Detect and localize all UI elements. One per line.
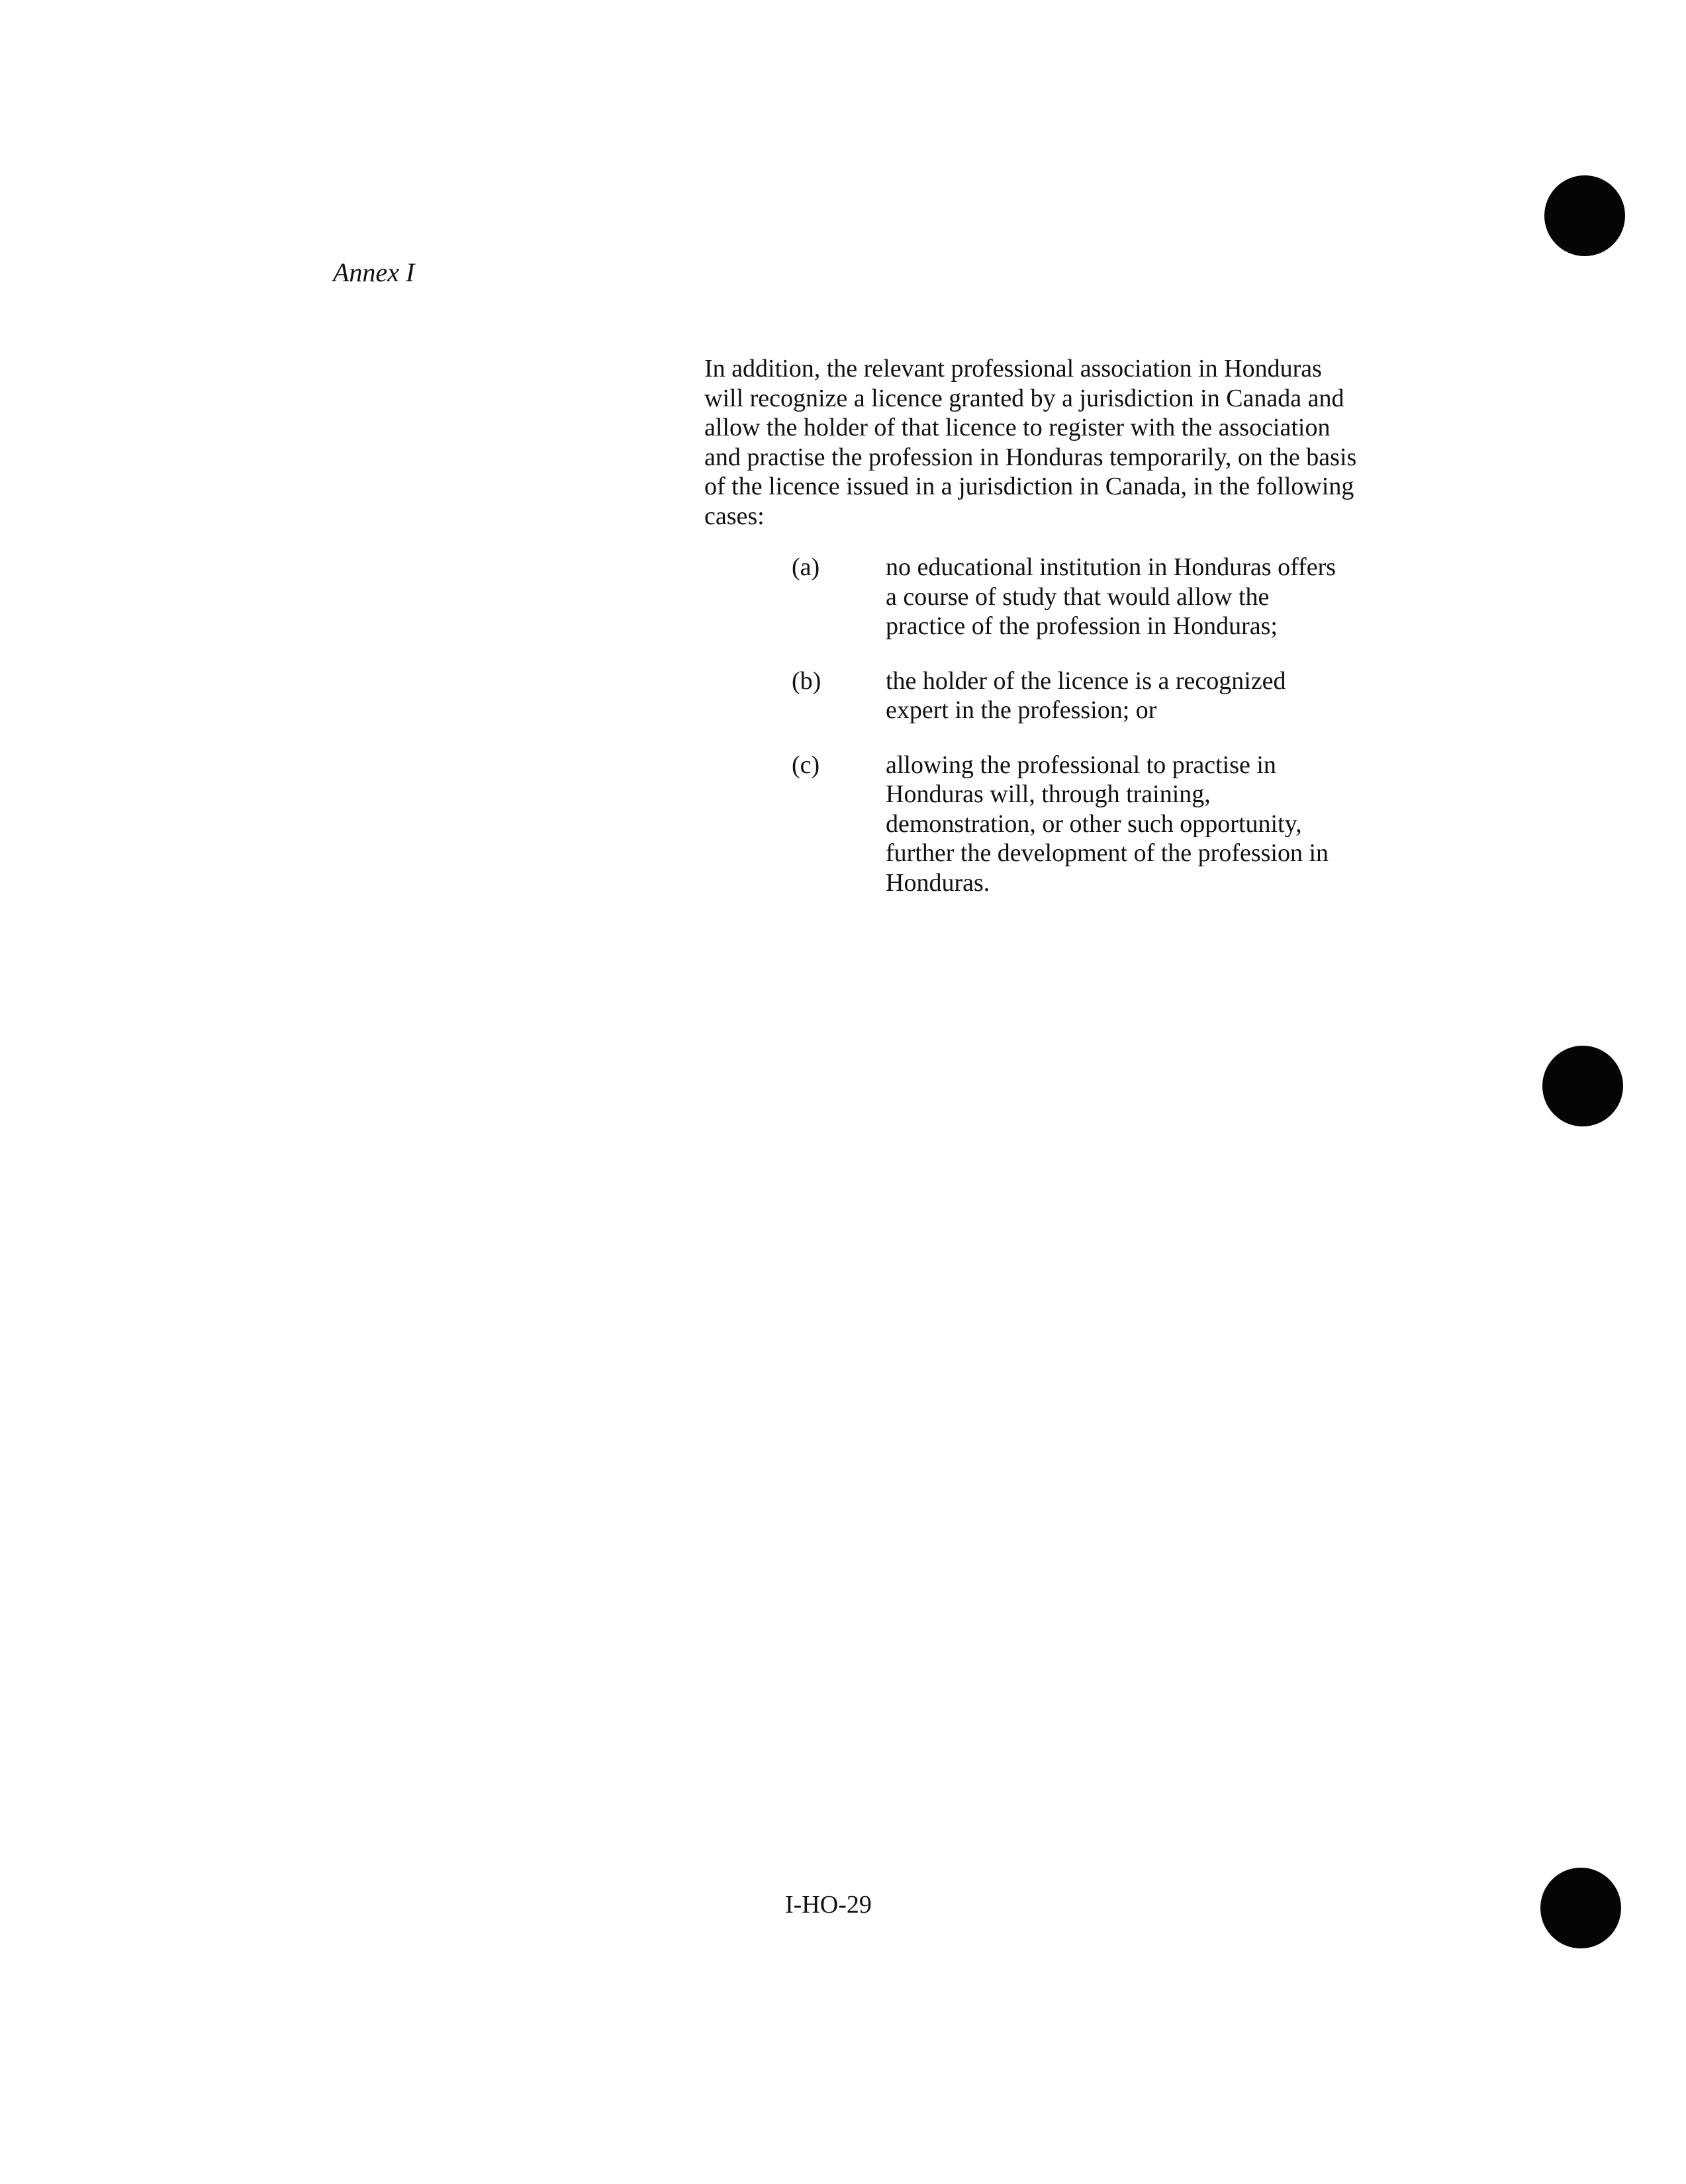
case-marker: (b) [792, 666, 821, 695]
case-item-b [792, 666, 1374, 725]
intro-line: will recognize a licence granted by a jurisdiction in Canada and [704, 384, 1344, 412]
case-text [886, 553, 1374, 641]
intro-line: of the licence issued in a jurisdiction in Canada, in the following [704, 473, 1354, 500]
case-text [886, 666, 1374, 725]
punch-hole-top [1544, 175, 1625, 256]
case-line: the holder of the licence is a recognized [886, 666, 1286, 695]
intro-line: cases: [704, 502, 765, 530]
case-line: Honduras. [886, 868, 990, 897]
case-line: expert in the profession; or [886, 696, 1157, 724]
case-line: a course of study that would allow the [886, 582, 1270, 611]
annex-label: Annex I [333, 257, 415, 287]
case-marker: (a) [792, 553, 820, 581]
case-line: practice of the profession in Honduras; [886, 612, 1278, 640]
intro-paragraph [704, 354, 1360, 531]
case-item-c [792, 751, 1374, 898]
case-item-a [792, 553, 1374, 641]
punch-hole-middle [1542, 1046, 1623, 1126]
case-line: allowing the professional to practise in [886, 751, 1276, 779]
case-line: no educational institution in Honduras offers [886, 553, 1336, 581]
case-list [792, 553, 1374, 897]
case-text [886, 751, 1374, 898]
case-line: further the development of the profession in [886, 839, 1329, 867]
page-number: I-HO-29 [785, 1891, 872, 1919]
intro-line: allow the holder of that licence to register with the association [704, 414, 1331, 441]
case-line: demonstration, or other such opportunity, [886, 809, 1302, 838]
punch-hole-bottom [1540, 1868, 1621, 1948]
intro-line: In addition, the relevant professional association in Honduras [704, 355, 1322, 383]
intro-line: and practise the profession in Honduras temporarily, on the basis [704, 443, 1357, 471]
case-line: Honduras will, through training, [886, 780, 1211, 808]
case-marker: (c) [792, 751, 820, 779]
